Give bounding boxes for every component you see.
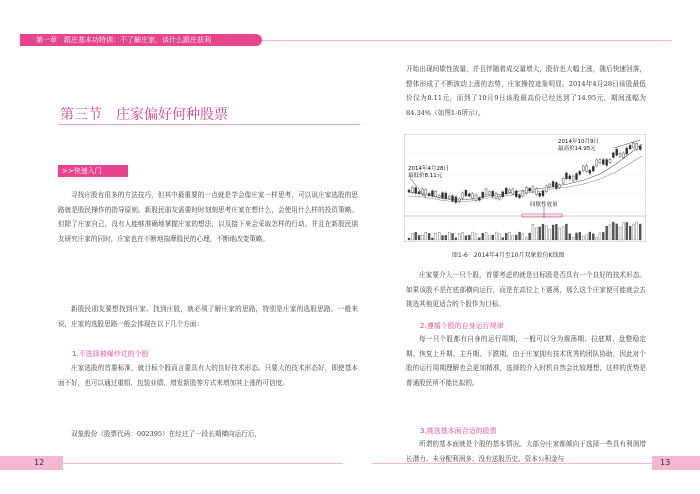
volume-bar [525,237,527,240]
volume-bar [616,224,618,240]
left-paragraph-4: 双象股份（股票代码：002395）在经过了一段长期横向运行后， [71,430,262,438]
header-rule [262,40,672,41]
volume-bar [428,233,430,240]
volume-bar [488,236,490,240]
right-page-footer [652,456,700,470]
candle-body [545,186,547,192]
volume-bar [632,225,634,240]
candle-body [478,198,480,200]
candle-body [639,146,641,150]
candle-body [408,190,410,192]
volume-bar [495,232,497,240]
candle-body [515,191,517,197]
candle-body [579,171,581,174]
volume-bar [592,234,594,240]
candle-body [435,191,437,197]
volume-bar [639,224,641,240]
candle-body [509,190,511,193]
candle-body [626,148,628,154]
subheading-2: 2.遵循个股的自身运行规律 [420,322,504,330]
right-paragraph-1: 开始出现间歇性放量，并且伴随着成交量增大，股价也大幅上涨，随后快速回落，整体形成了不断波动上涨的态势，庄家操控迹象明显。2014年4月28日该股最低价仅为8.11元，而到了10月9日该股最高价已经达到了14.95元，期间涨幅为84.34%（如图1-6所示）。 [406,65,646,117]
chart-caption: 图1-6 2014年4月至10月双象股份K线图 [452,252,565,259]
volume-bar [565,224,567,240]
volume-bar [458,233,460,240]
candle-body [488,192,490,195]
candle-body [576,174,578,180]
volume-bar [492,235,494,240]
candle-body [606,160,608,166]
volume-bar [408,238,410,240]
volume-annotation: 间歇性放量 [530,202,558,208]
candle-body [512,189,514,194]
candle-body [572,176,574,181]
section-title: 第三节 庄家偏好何种股票 [60,107,228,123]
right-paragraph-3: 每一只个股都有自身的运行周期，一般可以分为震荡期、拉底期、盘整稳定期、恢复上升期、主升期、下跌期。由于庄家拥有技术优秀的团队协助，因此对个股的运行周期理解也会更加精准，选择的介入时机自然会比较理想，这样的优势是普通股民所不能比拟的。 [406,335,646,387]
candle-body [619,153,621,156]
volume-bar [636,222,638,240]
volume-bar [455,238,457,240]
volume-bar [572,237,574,240]
volume-bar [559,228,561,240]
candle-body [565,173,567,179]
volume-bar [606,226,608,240]
candle-body [532,187,534,192]
volume-bar [629,226,631,240]
volume-bar [599,233,601,240]
volume-bar [411,233,413,240]
volume-bar [529,233,531,240]
volume-bar [519,232,521,240]
low-annotation-2: 最低价8.11元 [408,173,443,179]
candle-body [589,170,591,173]
subheading-1: 1.不选择被爆炒过的个股 [72,350,149,358]
volume-bar [509,232,511,240]
candle-body [411,187,413,192]
candle-body [586,166,588,172]
candle-body [562,178,564,183]
volume-bar [576,233,578,240]
candle-body [472,193,474,198]
volume-bar [569,234,571,240]
section-rule [58,124,360,125]
candle-body [559,185,561,188]
candle-body [632,143,634,147]
volume-bar [438,232,440,240]
volume-bar [462,232,464,240]
right-paragraph-2: 庄家要介入一只个股，首要考虑的就是目标股是否具有一个良好的技术形态。如果该股不是在底部横向运行，而是在高位上下震荡，那么这个庄家便可能就会去挑选其他更适合的个股作为目标。 [406,271,646,309]
candle-body [596,160,598,166]
left-page-footer [0,456,63,470]
volume-bar [421,235,423,240]
candle-body [592,166,594,171]
volume-bar [475,233,477,240]
volume-bar [448,232,450,240]
candle-body [502,192,504,197]
candle-body [475,195,477,201]
left-page-number: 12 [34,458,45,467]
candle-body [425,189,427,195]
volume-bar [622,223,624,240]
candle-body [542,191,544,196]
volume-bar [515,235,517,240]
volume-bar [485,232,487,240]
candle-body [636,144,638,150]
candle-body [525,187,527,193]
candle-body [458,199,460,201]
right-page-number: 13 [660,458,671,467]
volume-bar [612,222,614,240]
volume-bar [589,232,591,240]
quick-start-label: >>快速入门 [58,165,128,177]
kline-chart [404,134,646,242]
candle-body [599,160,601,163]
volume-bar [498,234,500,240]
chapter-header [30,34,262,46]
candle-body [418,192,420,194]
candle-body [552,182,554,187]
volume-bar [452,233,454,240]
candle-body [431,191,433,196]
candle-body [442,193,444,198]
volume-bar [522,234,524,240]
candle-body [609,159,611,162]
volume-bar [539,227,541,240]
volume-bar [579,232,581,240]
candle-body [438,195,440,197]
right-paragraph-4: 所谓的基本面就是个股的基本情况。大部分庄家都倾向于选择一些具有利润增长潜力、未分配利润多、没有送股历史、资本公积金与 [406,440,646,463]
candle-body [445,193,447,199]
volume-bar [532,224,534,240]
left-footer-rule [63,463,343,464]
right-footer-rule [372,463,652,464]
candle-body [492,191,494,196]
candle-body [535,189,537,195]
candle-body [529,188,531,191]
volume-bar [468,235,470,240]
candle-body [462,193,464,198]
left-paragraph-2: 新股民朋友要想找到庄家、找到庄股，就必须了解庄家的思路，特别是庄家的选股思路。一般来说，庄家的选股思路一般会体现在以下几个方面： [58,305,358,328]
volume-bar [512,236,514,240]
high-annotation-1: 2014年10月9日 [558,139,599,145]
candle-body [482,192,484,197]
candle-body [549,184,551,187]
candle-body [505,188,507,194]
volume-bar [626,222,628,240]
volume-bar [418,235,420,240]
volume-bar [505,233,507,240]
candle-body [555,183,557,189]
volume-bar [535,228,537,240]
volume-bar [552,225,554,240]
candle-body [415,188,417,193]
volume-bar [602,232,604,240]
candle-body [629,145,631,148]
candle-body [428,193,430,195]
header-accent [20,34,30,46]
volume-bar [482,233,484,240]
volume-bar [478,238,480,240]
volume-bar [502,238,504,240]
candle-body [448,196,450,198]
volume-bar [545,226,547,240]
subheading-3: 3.挑选基本面合适的股票 [420,427,497,435]
candle-body [612,153,614,158]
candle-body [522,191,524,196]
candle-body [519,195,521,198]
candle-body [539,193,541,196]
volume-bar [472,232,474,240]
volume-bar [415,232,417,240]
volume-bar [425,232,427,240]
volume-bar [586,235,588,240]
candle-body [602,160,604,165]
volume-bar [542,224,544,240]
volume-bar [442,236,444,240]
volume-bar [445,235,447,240]
volume-bar [549,229,551,240]
candle-body [498,197,500,200]
candle-body [582,166,584,171]
chapter-title: 第一章 跟庄基本功特训：不了解庄家，谈什么跟庄获利 [36,36,211,44]
left-paragraph-3: 庄家选股的首要标准，就目标个股而言要具有大的良好技术形态。只要大的技术形态好，即使基本面不好，也可以通过重组、包装业绩、增发新股等方式来增加其上涨的可信度。 [58,364,358,387]
candle-body [569,176,571,179]
volume-bar [596,237,598,240]
volume-bar [609,225,611,240]
candle-body [485,189,487,195]
candle-body [495,193,497,199]
volume-bar [465,236,467,240]
candle-body [468,194,470,196]
candle-body [455,197,457,203]
volume-bar [562,227,564,240]
volume-bar [582,236,584,240]
low-annotation-1: 2014年4月28日 [408,166,449,172]
volume-bar [619,227,621,240]
candle-body [622,153,624,158]
candle-body [465,190,467,196]
volume-bar [431,238,433,240]
left-paragraph-1: 寻找庄股有很多的方法技巧，但其中最重要的一点就是学会像庄家一样思考，可以说庄家选股的思路就是股民操作的指导原则。新股民朋友需要时时刻刻思考庄家在想什么，会使用什么样的投资策略。但除了庄家自己，没有人能够准确地掌握庄家的想法，以及接下来会采取怎样的行动。并且在新股民朋友研究庄家的同时，庄家也在不断地揣摩股民的心理，不断地改变策略。 [58,191,358,243]
high-annotation-2: 最高价14.95元 [558,146,596,152]
volume-bar [435,233,437,240]
candle-body [452,196,454,201]
volume-bar [555,224,557,240]
candle-body [616,149,618,155]
